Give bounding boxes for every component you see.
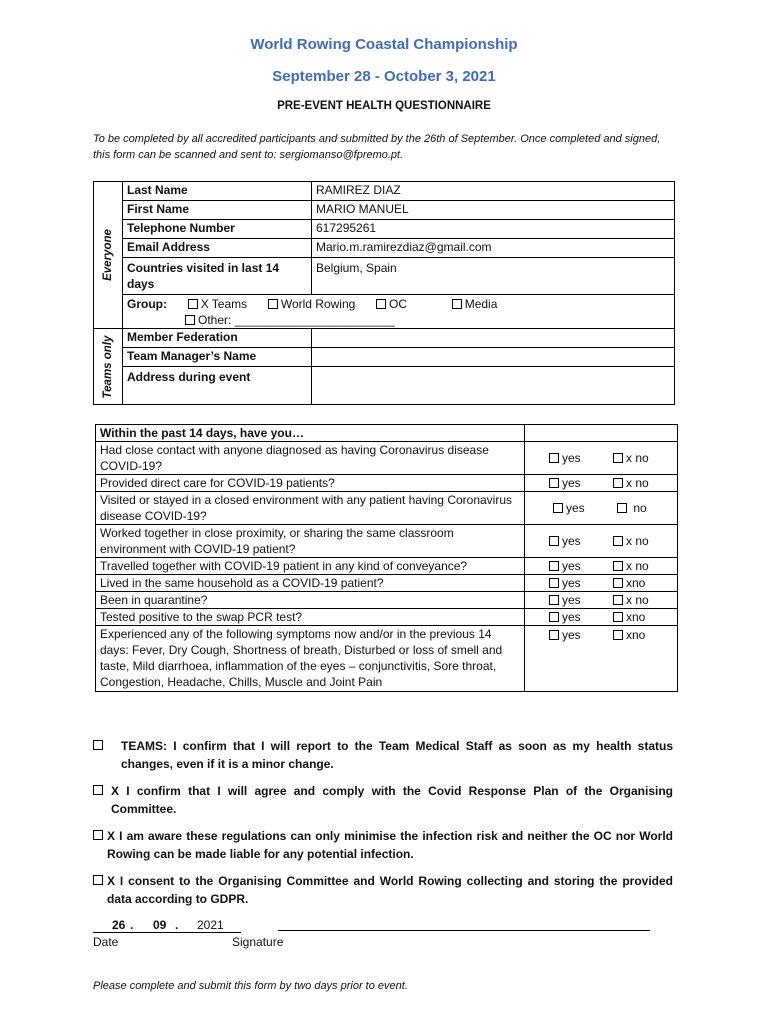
no-label: x no — [626, 534, 649, 548]
yes-checkbox[interactable] — [549, 561, 559, 571]
signature-line[interactable] — [278, 930, 650, 931]
label-email: Email Address — [123, 239, 312, 258]
section-teams-only: Teams only — [94, 329, 123, 405]
value-telephone[interactable]: 617295261 — [312, 220, 675, 239]
yes-checkbox[interactable] — [549, 536, 559, 546]
declaration-response-plan-checkbox[interactable] — [93, 785, 103, 795]
no-checkbox[interactable] — [613, 453, 623, 463]
question-text: Travelled together with COVID-19 patient in any kind of conveyance? — [96, 558, 525, 575]
no-label: xno — [626, 576, 646, 590]
question-text: Visited or stayed in a closed environment with any patient having Coronavirus disease COVID-19? — [96, 492, 525, 525]
yes-label: yes — [562, 593, 581, 607]
no-label: x no — [626, 476, 649, 490]
value-team-manager[interactable] — [312, 348, 675, 367]
question-text: Lived in the same household as a COVID-19 patient? — [96, 575, 525, 592]
no-checkbox[interactable] — [613, 478, 623, 488]
declaration-teams-text: TEAMS: I confirm that I will report to the Team Medical Staff as soon as my health status changes, even if it is a minor change. — [121, 739, 673, 771]
yes-checkbox[interactable] — [549, 612, 559, 622]
question-row — [96, 475, 678, 492]
group-oc-label: OC — [389, 297, 408, 311]
yes-label: yes — [562, 451, 581, 465]
participant-table — [93, 181, 675, 405]
group-teams-checkbox[interactable] — [188, 299, 198, 309]
value-countries[interactable]: Belgium, Spain — [312, 258, 675, 295]
declaration-liability-checkbox[interactable] — [93, 830, 103, 840]
question-row — [96, 592, 678, 609]
question-text: Had close contact with anyone diagnosed as having Coronavirus disease COVID-19? — [96, 442, 525, 475]
question-text: Worked together in close proximity, or sharing the same classroom environment with COVID-19 patient? — [96, 525, 525, 558]
no-label: x no — [626, 451, 649, 465]
question-row — [96, 558, 678, 575]
question-row — [96, 525, 678, 558]
label-telephone: Telephone Number — [123, 220, 312, 239]
signature-label: Signature — [232, 935, 284, 949]
no-label: xno — [626, 610, 646, 624]
label-team-manager: Team Manager’s Name — [123, 348, 312, 367]
date-underline — [93, 932, 241, 933]
label-address: Address during event — [123, 367, 312, 405]
group-other-label: Other: ________________________ — [198, 313, 395, 327]
event-dates: September 28 - October 3, 2021 — [272, 68, 496, 85]
declaration-teams-checkbox[interactable] — [93, 740, 103, 750]
question-row — [96, 575, 678, 592]
intro-text: To be completed by all accredited participants and submitted by the 26th of September. Once completed and signed, this form can be scanned and sent to: sergiomanso@fpremo.pt. — [93, 133, 661, 161]
declaration-response-plan — [93, 782, 673, 818]
yes-checkbox[interactable] — [549, 578, 559, 588]
value-address[interactable] — [312, 367, 675, 405]
group-teams-label: X Teams — [200, 297, 248, 311]
yes-checkbox[interactable] — [549, 630, 559, 640]
date-separator-2: . — [175, 918, 179, 932]
declaration-gdpr — [93, 872, 673, 908]
date-month[interactable]: 09 — [153, 918, 167, 932]
yes-label: yes — [562, 576, 581, 590]
question-text: Been in quarantine? — [96, 592, 525, 609]
no-checkbox[interactable] — [617, 503, 627, 513]
declaration-gdpr-text: X I consent to the Organising Committee and World Rowing collecting and storing the provided data according to GDPR. — [107, 874, 673, 906]
section-everyone: Everyone — [94, 182, 123, 329]
group-oc-checkbox[interactable] — [376, 299, 386, 309]
group-world-rowing-checkbox[interactable] — [268, 299, 278, 309]
no-checkbox[interactable] — [613, 595, 623, 605]
question-row — [96, 492, 678, 525]
no-checkbox[interactable] — [613, 578, 623, 588]
no-label: no — [633, 501, 647, 515]
yes-checkbox[interactable] — [549, 478, 559, 488]
yes-label: yes — [562, 559, 581, 573]
group-other-checkbox[interactable] — [185, 315, 195, 325]
declaration-response-plan-text: X I confirm that I will agree and comply with the Covid Response Plan of the Organising Committee. — [111, 784, 673, 816]
declaration-gdpr-checkbox[interactable] — [93, 875, 103, 885]
health-header-answer — [525, 425, 678, 442]
yes-checkbox[interactable] — [549, 595, 559, 605]
yes-checkbox[interactable] — [549, 453, 559, 463]
no-checkbox[interactable] — [613, 630, 623, 640]
group-media-checkbox[interactable] — [452, 299, 462, 309]
footer-note: Please complete and submit this form by two days prior to event. — [93, 980, 408, 992]
no-checkbox[interactable] — [613, 561, 623, 571]
label-member-federation: Member Federation — [123, 329, 312, 348]
value-first-name[interactable]: MARIO MANUEL — [312, 201, 675, 220]
yes-checkbox[interactable] — [553, 503, 563, 513]
yes-label: yes — [562, 476, 581, 490]
yes-label: yes — [566, 501, 585, 515]
group-world-rowing-label: World Rowing — [280, 297, 356, 311]
value-email[interactable]: Mario.m.ramirezdiaz@gmail.com — [312, 239, 675, 258]
question-text: Provided direct care for COVID-19 patients? — [96, 475, 525, 492]
question-row — [96, 626, 678, 692]
no-label: x no — [626, 593, 649, 607]
question-row — [96, 609, 678, 626]
label-countries: Countries visited in last 14 days — [123, 258, 312, 295]
event-title: World Rowing Coastal Championship — [250, 36, 518, 53]
no-label: xno — [626, 628, 646, 642]
no-label: x no — [626, 559, 649, 573]
question-text: Tested positive to the swap PCR test? — [96, 609, 525, 626]
no-checkbox[interactable] — [613, 612, 623, 622]
yes-label: yes — [562, 610, 581, 624]
value-member-federation[interactable] — [312, 329, 675, 348]
date-day[interactable]: 26 — [112, 918, 126, 932]
declaration-teams — [93, 737, 673, 773]
health-table — [95, 424, 678, 692]
group-media-label: Media — [464, 297, 498, 311]
value-last-name[interactable]: RAMIREZ DIAZ — [312, 182, 675, 201]
form-title: PRE-EVENT HEALTH QUESTIONNAIRE — [277, 100, 491, 112]
question-row — [96, 442, 678, 475]
yes-label: yes — [562, 534, 581, 548]
date-year[interactable]: 2021 — [197, 918, 224, 932]
no-checkbox[interactable] — [613, 536, 623, 546]
label-last-name: Last Name — [123, 182, 312, 201]
group-label: Group: — [127, 297, 167, 311]
declaration-liability — [93, 827, 673, 863]
label-first-name: First Name — [123, 201, 312, 220]
declaration-liability-text: X I am aware these regulations can only minimise the infection risk and neither the OC nor World Rowing can be made liable for any potential infection. — [107, 829, 673, 861]
date-separator-1: . — [130, 918, 134, 932]
yes-label: yes — [562, 628, 581, 642]
question-text: Experienced any of the following symptoms now and/or in the previous 14 days: Fever, Dry Cough, Shortness of breath, Disturbed or loss of smell and taste, Mild diarrhoea, inflammation of the eyes – conjunctivitis, Sore throat, Congestion, Headache, Chills, Muscle and Joint Pain — [96, 626, 525, 692]
health-header: Within the past 14 days, have you… — [96, 425, 525, 442]
group-row — [123, 295, 675, 329]
date-label: Date — [93, 935, 119, 949]
